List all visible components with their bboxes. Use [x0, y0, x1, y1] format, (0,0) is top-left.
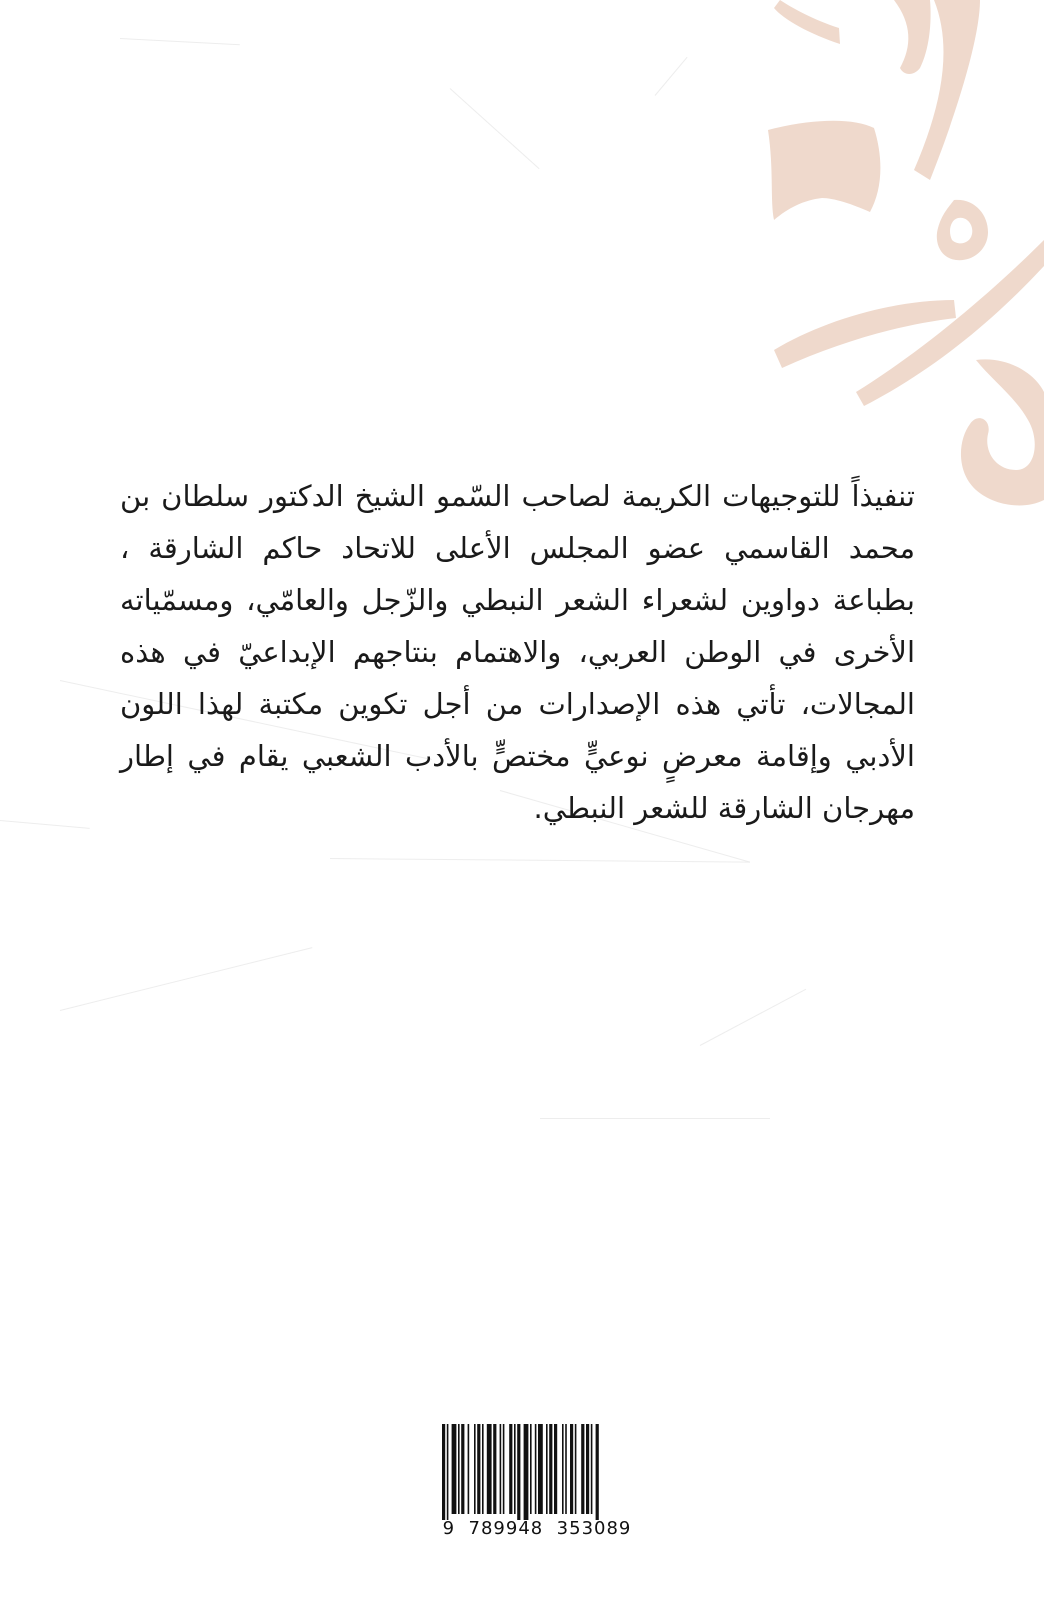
barcode-bar: [538, 1424, 543, 1514]
barcode-bar: [487, 1424, 492, 1514]
barcode-bar: [575, 1424, 577, 1514]
barcode-bar: [474, 1424, 476, 1514]
barcode-bar: [530, 1424, 532, 1514]
barcode-bar: [452, 1424, 457, 1514]
barcode-bar: [461, 1424, 464, 1514]
barcode-bar: [468, 1424, 470, 1514]
paper-scuff: [0, 820, 90, 829]
decorative-calligraphy: [744, 0, 1044, 520]
barcode-bar: [570, 1424, 573, 1514]
barcode-bar: [546, 1424, 548, 1514]
paper-scuff: [700, 989, 806, 1046]
barcode-bar: [514, 1424, 516, 1514]
isbn-digits: 9 789948 353089: [442, 1518, 632, 1539]
barcode-bar: [493, 1424, 496, 1514]
paper-scuff: [120, 38, 240, 45]
barcode-bar: [596, 1424, 599, 1520]
paper-scuff: [450, 88, 540, 169]
paper-scuff: [330, 858, 750, 863]
barcode-bar: [535, 1424, 537, 1514]
barcode-bar: [442, 1424, 445, 1520]
barcode-bar: [565, 1424, 567, 1514]
barcode-bar: [500, 1424, 502, 1514]
barcode-bar: [477, 1424, 480, 1514]
barcode-bar: [503, 1424, 505, 1514]
paper-scuff: [540, 1118, 770, 1119]
isbn-barcode: [432, 1422, 642, 1540]
barcode-bar: [524, 1424, 529, 1520]
barcode-bar: [591, 1424, 593, 1514]
barcode-bar: [509, 1424, 512, 1514]
paper-scuff: [60, 947, 313, 1011]
barcode-bar: [549, 1424, 552, 1514]
barcode-bar: [482, 1424, 484, 1514]
blurb-paragraph: تنفيذاً للتوجيهات الكريمة لصاحب السّمو الشيخ الدكتور سلطان بن محمد القاسمي عضو المجلس الأعلى للاتحاد حاكم الشارقة ، بطباعة دواوين لشعراء الشعر النبطي والزّجل والعامّي، ومسمّياته الأخرى في الوطن العربي، والاهتمام بنتاجهم الإبداعيّ في هذه المجالات، تأتي هذه الإصدارات من أجل تكوين مكتبة لهذا اللون الأدبي وإقامة معرضٍ نوعيٍّ مختصٍّ بالأدب الشعبي يقام في إطار مهرجان الشارقة للشعر النبطي.: [120, 479, 915, 825]
barcode-bar: [586, 1424, 589, 1514]
barcode-bar: [447, 1424, 449, 1520]
paper-scuff: [655, 57, 688, 96]
barcode-bar: [458, 1424, 460, 1514]
barcode-bar: [517, 1424, 520, 1520]
barcode-bar: [562, 1424, 564, 1514]
barcode-bar: [554, 1424, 557, 1514]
barcode-bar: [581, 1424, 584, 1514]
